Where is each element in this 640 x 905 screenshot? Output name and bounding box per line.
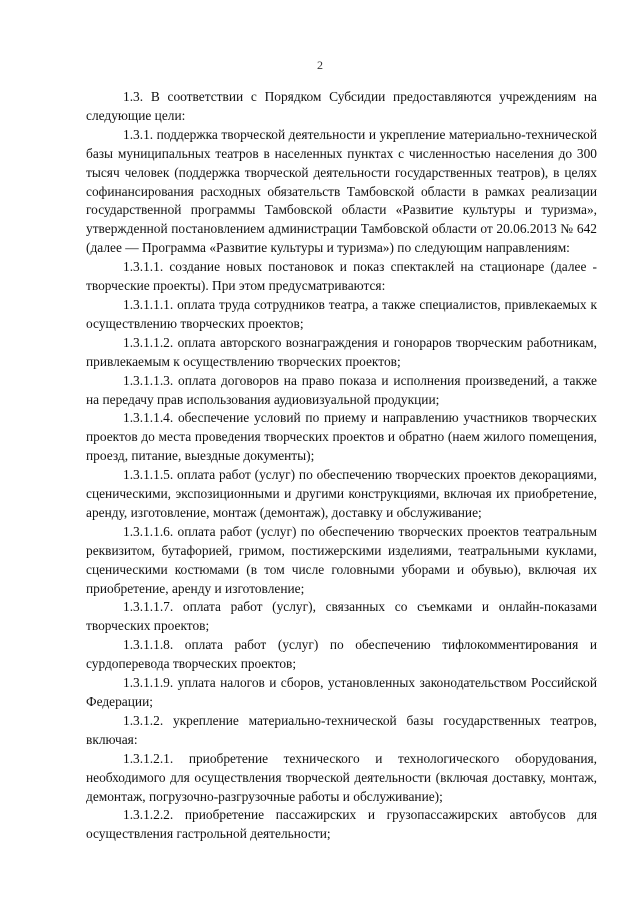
- paragraph-1-3: 1.3. В соответствии с Порядком Субсидии предоставляются учреждениям на следующие цели:: [86, 89, 597, 123]
- paragraph-1-3-1: 1.3.1. поддержка творческой деятельности и укрепление материально-технической базы муниципальных театров в населенных пунктах с численностью населения до 300 тысяч человек (поддержка творческой деятельности государственных театров), в целях софинансирования расходных обязательств Тамбовской области в рамках реализации государственной программы Тамбовской области «Развитие культуры и туризма», утвержденной постановлением администрации Тамбовской области от 20.06.2013 № 642 (далее — Программа «Развитие культуры и туризма») по следующим направлениям:: [86, 126, 597, 256]
- paragraph-1-3-1-1-1: 1.3.1.1.1. оплата труда сотрудников театра, а также специалистов, привлекаемых к осуществлению творческих проектов;: [86, 296, 597, 331]
- paragraph-1-3-1-1: 1.3.1.1. создание новых постановок и показ спектаклей на стационаре (далее - творческие проекты). При этом предусматриваются:: [86, 259, 597, 294]
- paragraph-1-3-1-1-4: 1.3.1.1.4. обеспечение условий по приему и направлению участников творческих проектов до места проведения творческих проектов и обратно (наем жилого помещения, проезд, питание, выездные документы);: [86, 410, 597, 464]
- paragraph-1-3-1-2: 1.3.1.2. укрепление материально-технической базы государственных театров, включая:: [86, 712, 597, 747]
- paragraph-1-3-1-1-9: 1.3.1.1.9. уплата налогов и сборов, установленных законодательством Российской Федерации;: [86, 675, 597, 709]
- paragraph-1-3-1-1-7: 1.3.1.1.7. оплата работ (услуг), связанных со съемками и онлайн-показами творческих проектов;: [86, 599, 597, 634]
- paragraph-1-3-1-1-6: 1.3.1.1.6. оплата работ (услуг) по обеспечению творческих проектов театральным реквизитом, бутафорией, гримом, постижерскими изделиями, театральными куклами, сценическими костюмами (в том числе головными уборами и обувью), включая их приобретение, аренду и изготовление;: [86, 523, 597, 596]
- paragraph-1-3-1-1-8: 1.3.1.1.8. оплата работ (услуг) по обеспечению тифлокомментирования и сурдоперевода творческих проектов;: [86, 637, 597, 672]
- paragraph-1-3-1-1-5: 1.3.1.1.5. оплата работ (услуг) по обеспечению творческих проектов декорациями, сценическими, экспозиционными и другими конструкциями, включая их приобретение, аренду, изготовление, монтаж (демонтаж), доставку и обслуживание;: [86, 467, 597, 520]
- paragraph-1-3-1-2-2: 1.3.1.2.2. приобретение пассажирских и грузопассажирских автобусов для осуществления гастрольной деятельности;: [86, 807, 597, 842]
- paragraph-1-3-1-1-2: 1.3.1.1.2. оплата авторского вознаграждения и гонораров творческим работникам, привлекаемым к осуществлению творческих проектов;: [86, 334, 597, 369]
- page-number: 2: [317, 58, 323, 72]
- paragraph-1-3-1-2-1: 1.3.1.2.1. приобретение технического и технологического оборудования, необходимого для осуществления творческой деятельности (включая доставку, монтаж, демонтаж, погрузочно-разгрузочные работы и обслуживание);: [86, 750, 597, 804]
- document-body: [86, 88, 597, 844]
- paragraph-1-3-1-1-3: 1.3.1.1.3. оплата договоров на право показа и исполнения произведений, а также на передачу прав использования аудиовизуальной продукции;: [86, 372, 597, 407]
